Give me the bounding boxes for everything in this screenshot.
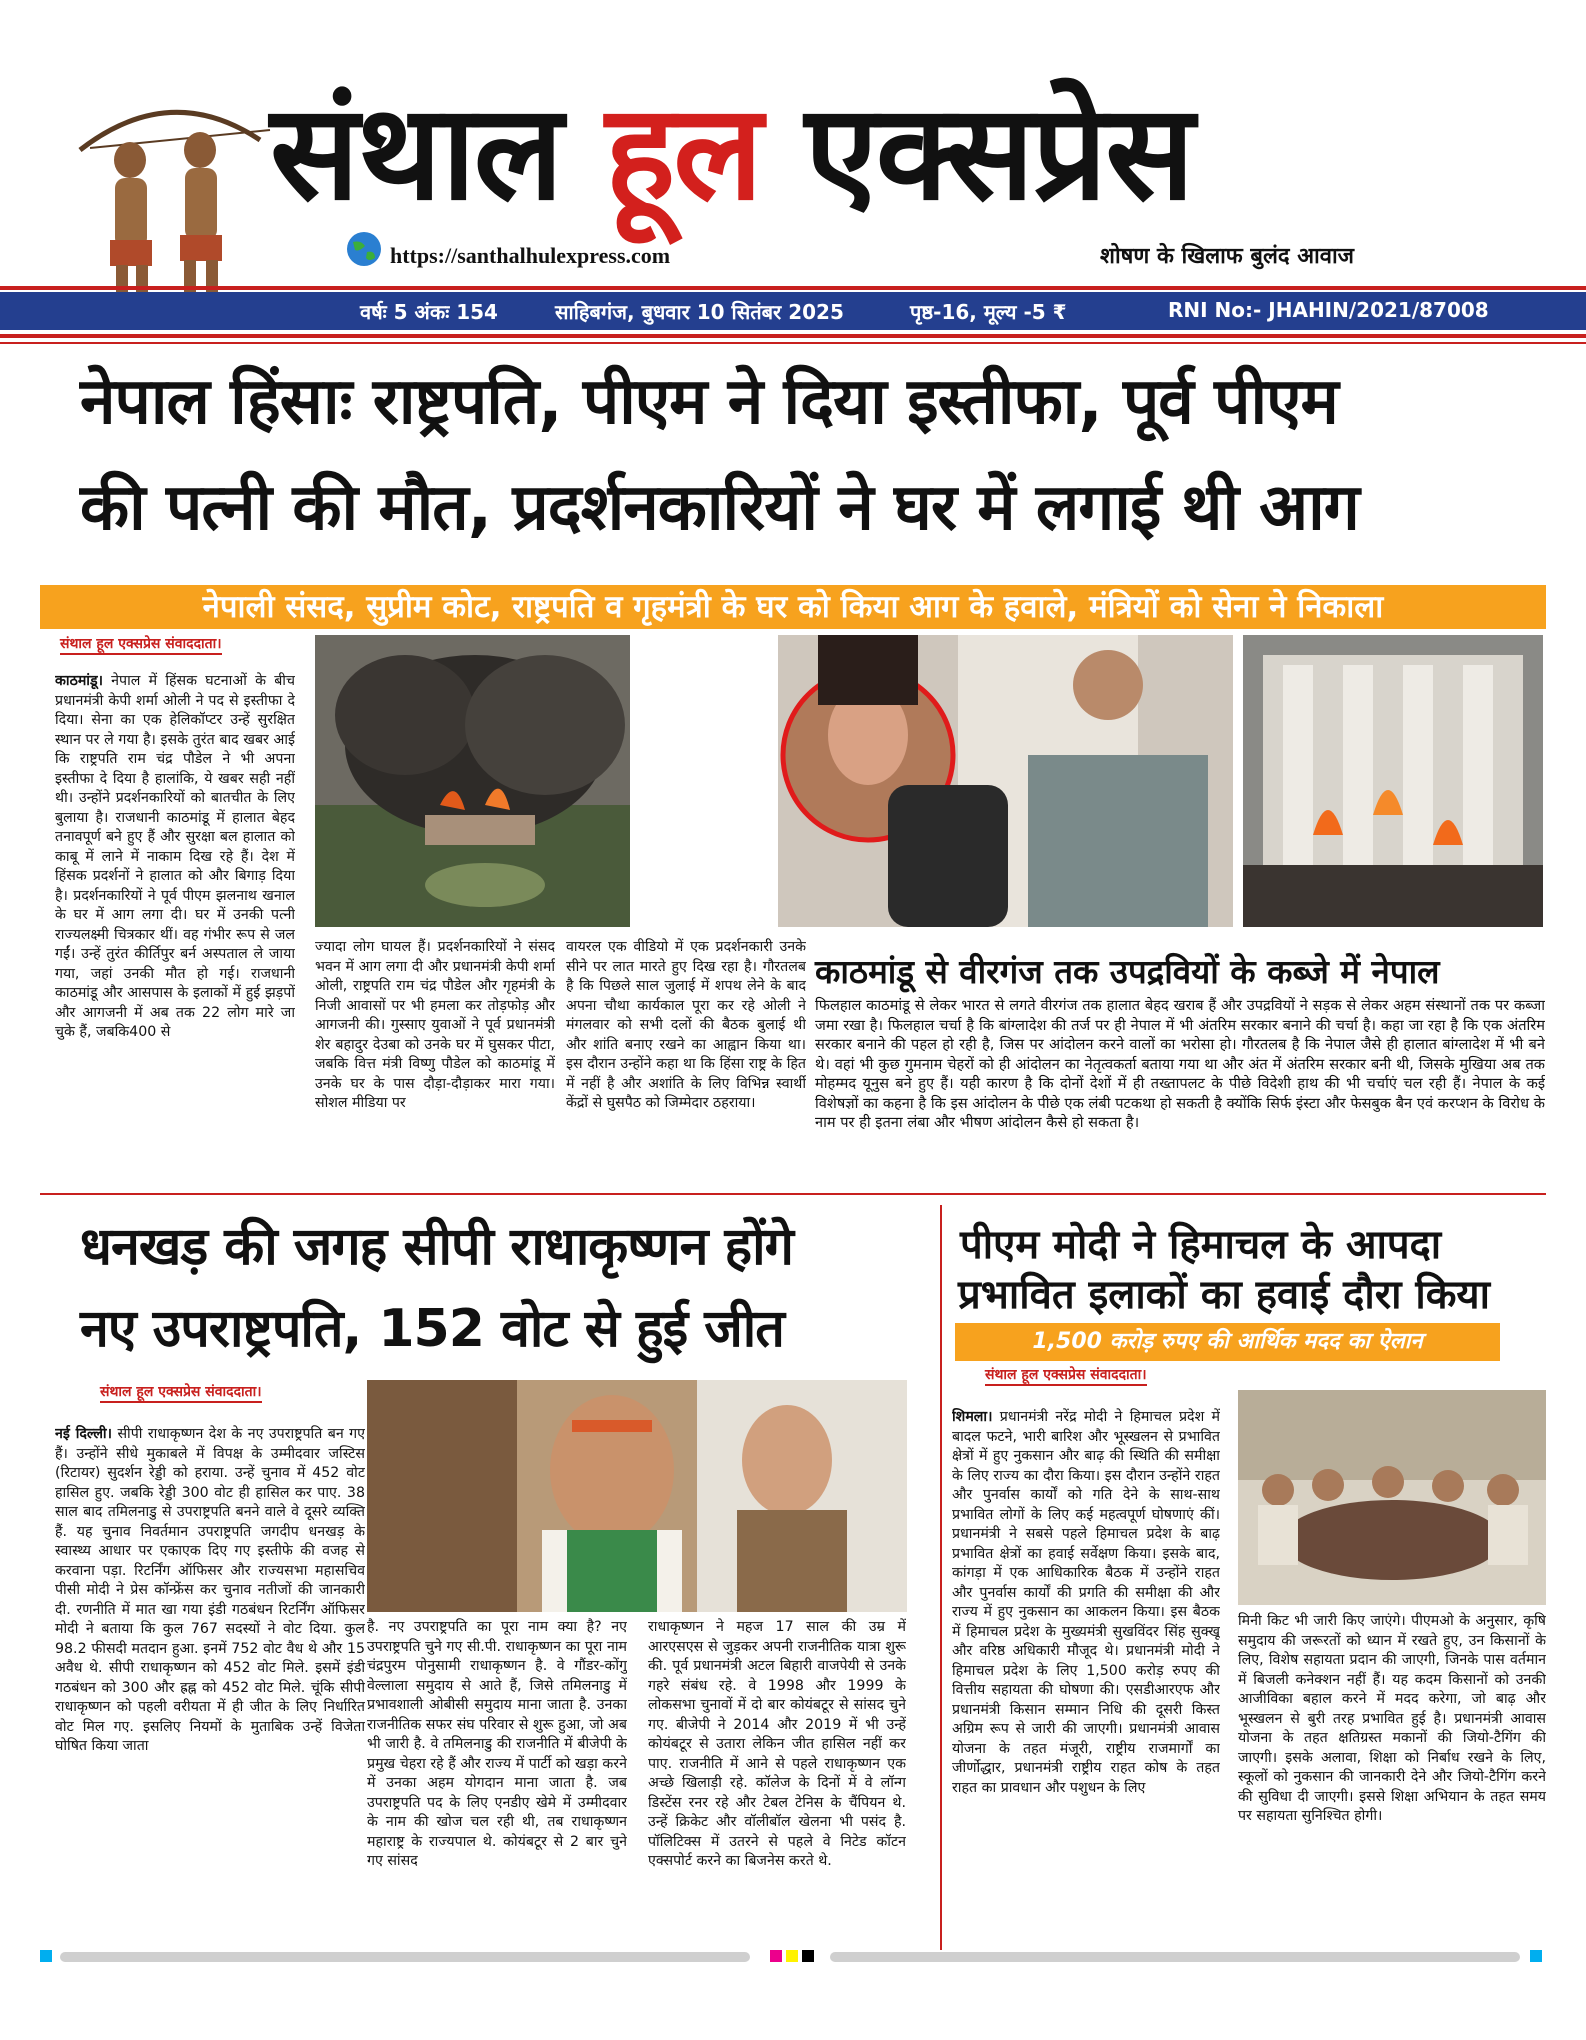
lead-col1-text: नेपाल में हिंसक घटनाओं के बीच प्रधानमंत्री केपी शर्मा ओली ने पद से इस्तीफा दे दिया। सेना का एक हेलिकॉप्टर उन्हें सुरक्षित स्थान पर ले गया है। इसके तुरंत बाद खबर आई कि राष्ट्रपति राम चंद्र पौडेल ने भी अपना इस्तीफा दे दिया है हालांकि, ये खबर सही नहीं थी। उन्होंने प्रदर्शनकारियों को बातचीत के लिए बुलाया है। राजधानी काठमांडू में हालात बेहद तनावपूर्ण बने हुए हैं और सुरक्षा बल हालात को काबू में लाने में नाकाम दिख रहे हैं। देश में हिंसक प्रदर्शनों ने हालात को और बिगाड़ दिया है। प्रदर्शनकारियों ने पूर्व पीएम झलनाथ खनाल के घर में आग लगा दी। घर में उनकी पत्नी राज्यलक्ष्मी चित्रकार थीं। वह गंभीर रूप से जल गईं। उन्हें तुरंत कीर्तिपुर बर्न अस्पताल ले जाया गया, जहां उनकी मौत हो गई। राजधानी काठमांडू और आसपास के इलाकों में हुई झड़पों और आगजनी में अब तक 22 लोग मारे जा चुके हैं, जबकि400 से — [55, 673, 295, 1040]
tagline: शोषण के खिलाफ बुलंद आवाज — [1100, 244, 1354, 269]
lead-headline-line2: की पत्नी की मौत, प्रदर्शनकारियों ने घर में लगाई थी आग — [80, 471, 1359, 545]
footer-bar-left — [60, 1952, 750, 1962]
pm-byline: संथाल हूल एक्सप्रेस संवाददाता। — [985, 1365, 1147, 1386]
masthead-title — [270, 75, 1193, 230]
top-red-rule — [0, 286, 1586, 290]
masthead-word-2: हूल — [605, 75, 761, 230]
cyan-mark — [40, 1950, 52, 1962]
sidebar-body: फिलहाल काठमांडू से लेकर भारत से लगते वीरगंज तक हालात बेहद खराब हैं और उपद्रवियों ने सड़क से लेकर अहम संस्थानों तक पर कब्जा जमा रखा है। फिलहाल चर्चा है कि बांग्लादेश की तर्ज पर ही नेपाल में भी अंतरिम सरकार बनाने की चर्चा है। कहा जा रहा है कि एक अंतरिम सरकार बनाने की पहल हो रही है, जिस पर आंदोलन करने वालों का भरोसा हो। गौरतलब है कि नेपाल जैसे ही हालात बांग्लादेश में भी बने थे। वहां भी कुछ गुमनाम चेहरों को ही आंदोलन का नेतृत्वकर्ता बताया गया था और अंत में अंतरिम सरकार बनी थी, जिसके मुखिया अब तक मोहम्मद यूनुस बने हुए हैं। यही कारण है कि दोनों देशों में ही तख्तापलट के पीछे विदेशी हाथ की भी चर्चाएं चल रही हैं। नेपाल के कई विशेषज्ञों का कहना है कि इस आंदोलन के पीछे एक लंबी पटकथा हो सकती है क्योंकि सिर्फ इंस्टा और फेसबुक बैन एवं करप्शन के विरोध के नाम पर ही इतना लंबा और भीषण आंदोलन कैसे हो सकता है। — [815, 997, 1545, 1131]
black-mark — [802, 1950, 814, 1962]
lead-column-2: ज्यादा लोग घायल हैं। प्रदर्शनकारियों ने संसद भवन में आग लगा दी और प्रधानमंत्री केपी शर्मा ओली, राष्ट्रपति राम चंद्र पौडेल और गृहमंत्री के निजी आवासों पर भी हमला कर तोड़फोड़ और आगजनी की। गुस्साए युवाओं ने पूर्व प्रधानमंत्री शेर बहादुर देउबा को उनके घर में घुसकर पीटा, जबकि वित्त मंत्री विष्णु पौडेल को काठमांडू में उनके घर के पास दौड़ा-दौड़ाकर मारा गया। सोशल मीडिया पर — [315, 939, 555, 1111]
vp-headline-line2: नए उपराष्ट्रपति, 152 वोट से हुई जीत — [80, 1299, 784, 1359]
volume-issue: वर्षः 5 अंकः 154 — [360, 300, 498, 324]
vp-dateline: नई दिल्ली। — [55, 1426, 112, 1442]
pm-headline-line1: पीएम मोदी ने हिमाचल के आपदा — [960, 1221, 1442, 1268]
lead-column-1 — [55, 672, 295, 1182]
cyan-mark-right — [1530, 1950, 1542, 1962]
lead-column-3: वायरल एक वीडियो में एक प्रदर्शनकारी उनके सीने पर लात मारते हुए दिख रहा है। गौरतलब है कि पिछले साल जुलाई में शपथ लेने के बाद अपना चौथा कार्यकाल पूरा कर रहे ओली ने मंगलवार को सभी दलों की बैठक बुलाई थी और शांति बनाए रखने का आह्वान किया था। इस दौरान उन्होंने कहा था कि हिंसा राष्ट्र के हित में नहीं है और अशांति के लिए विभिन्न स्वार्थी केंद्रों से घुसपैठ को जिम्मेदार ठहराया। — [566, 939, 806, 1111]
masthead-word-1: संथाल — [270, 75, 562, 230]
thin-red-rule — [0, 342, 1586, 344]
vp-column-3: राधाकृष्णन ने महज 17 साल की उम्र में आरएसएस से जुड़कर अपनी राजनीतिक यात्रा शुरू की. पूर्व प्रधानमंत्री अटल बिहारी वाजपेयी से उनके गहरे संबंध रहे. वे 1998 और 1999 के लोकसभा चुनावों में दो बार कोयंबटूर से सांसद चुने गए. बीजेपी ने 2014 और 2019 में भी उन्हें कोयंबटूर से उतारा लेकिन जीत हासिल नहीं कर पाए. राजनीति में आने से पहले राधाकृष्णन एक अच्छे खिलाड़ी रहे. कॉलेज के दिनों में वे लॉन्ग डिस्टेंस रनर रहे और टेबल टेनिस के चैंपियन थे. उन्हें क्रिकेट और वॉलीबॉल खेलना भी पसंद है. पॉलिटिक्स में उतरने से पहले वे निटेड कॉटन एक्सपोर्ट करने का बिजनेस करते थे. — [648, 1619, 906, 1869]
vp-column-2: है. नए उपराष्ट्रपति का पूरा नाम क्या है? नए उपराष्ट्रपति चुने गए सी.पी. राधाकृष्णन का पूरा नाम चंद्रपुरम पोनुसामी राधाकृष्णन है. वे गौंडर-कोंगु वेल्लाला समुदाय से आते हैं, जिसे तमिलनाडु में प्रभावशाली ओबीसी समुदाय माना जाता है. उनका राजनीतिक सफर संघ परिवार से शुरू हुआ, जो अब भी जारी है. वे तमिलनाडु की राजनीति में बीजेपी के प्रमुख चेहरा रहे हैं और राज्य में पार्टी को खड़ा करने में उनका अहम योगदान माना जाता है. जब उपराष्ट्रपति पद के लिए एनडीए खेमे में उम्मीदवार के नाम की खोज चल रही थी, तब राधाकृष्णन महाराष्ट्र के राज्यपाल थे. कोयंबटूर से 2 बार चुने गए सांसद — [367, 1619, 627, 1869]
radhakrishnan-photo — [367, 1380, 907, 1612]
lead-strap: नेपाली संसद, सुप्रीम कोट, राष्ट्रपति व गृहमंत्री के घर को किया आग के हवाले, मंत्रियों को सेना ने निकाला — [40, 585, 1546, 629]
pm-headline-line2: प्रभावित इलाकों का हवाई दौरा किया — [958, 1271, 1490, 1318]
globe-icon — [345, 230, 383, 268]
masthead-word-3: एक्सप्रेस — [804, 75, 1193, 230]
vp-byline: संथाल हूल एक्सप्रेस संवाददाता। — [100, 1382, 262, 1403]
magenta-mark — [770, 1950, 782, 1962]
vp-col1-text: सीपी राधाकृष्णन देश के नए उपराष्ट्रपति बन गए हैं। उन्होंने सीधे मुकाबले में विपक्ष के उम्मीदवार जस्टिस (रिटायर) सुदर्शन रेड्डी को हराया. उन्हें चुनाव में 452 वोट हासिल हुए. जबकि रेड्डी 300 वोट ही हासिल कर पाए. 38 साल बाद तमिलनाडु से उपराष्ट्रपति बनने वाले वे दूसरे व्यक्ति हैं. यह चुनाव निवर्तमान उपराष्ट्रपति जगदीप धनखड़ के स्वास्थ्य आधार पर एकाएक दिए गए इस्तीफे की वजह से करवाना पड़ा. रिटर्निंग ऑफिसर और राज्यसभा महासचिव पीसी मोदी ने प्रेस कॉन्फ्रेंस कर चुनाव नतीजों की जानकारी दी. रणनीति में मात खा गया इंडी गठबंधन रिटर्निंग ऑफिसर मोदी ने बताया कि कुल 767 सदस्यों ने वोट दिया. कुल 98.2 फीसदी मतदान हुआ. इनमें 752 वोट वैध थे और 15 अवैध थे. सीपी राधाकृष्णन को 452 वोट मिले. इसमें इंडी गठबंधन को 300 और ह्रह्न को 452 वोट मिले. चूंकि सीपी राधाकृष्णन को पहली वरीयता में ही जीत के लिए निर्धारित वोट मिल गए. इसलिए नियमों के मुताबिक उन्हें विजेता घोषित किया जाता — [55, 1426, 365, 1754]
protester-attack-photo — [778, 635, 1233, 927]
pm-strap: 1,500 करोड़ रुपए की आर्थिक मदद का ऐलान — [955, 1323, 1500, 1361]
parliament-fire-photo — [315, 635, 630, 927]
sidebar-headline: काठमांडू से वीरगंज तक उपद्रवियों के कब्जे में नेपाल — [815, 952, 1440, 991]
pm-dateline: शिमला। — [952, 1409, 993, 1425]
pm-col1-text: प्रधानमंत्री नरेंद्र मोदी ने हिमाचल प्रदेश में बादल फटने, भारी बारिश और भूस्खलन से प्रभावित क्षेत्रों में हुए नुकसान और बाढ़ की स्थिति की समीक्षा के लिए राज्य का दौरा किया। इस दौरान उन्होंने राहत और पुनर्वास कार्यों को गति देने के साथ-साथ प्रभावित लोगों के लिए कई महत्वपूर्ण घोषणाएं कीं। प्रधानमंत्री ने सबसे पहले हिमाचल प्रदेश के बाढ़ प्रभावित क्षेत्रों का हवाई सर्वेक्षण किया। इसके बाद, कांगड़ा में एक आधिकारिक बैठक में उन्होंने राहत और पुनर्वास कार्यों की प्रगति की समीक्षा की और राज्य में हुए नुकसान का आकलन किया। इस बैठक में हिमाचल प्रदेश के मुख्यमंत्री सुखविंदर सिंह सुक्खू और वरिष्ठ अधिकारी मौजूद थे। प्रधानमंत्री मोदी ने हिमाचल प्रदेश के लिए 1,500 करोड़ रुपए की वित्तीय सहायता की घोषणा की। एसडीआरएफ और प्रधानमंत्री किसान सम्मान निधि की दूसरी किस्त अग्रिम रूप से जारी की जाएगी। प्रधानमंत्री आवास योजना के तहत मंजूरी, राष्ट्रीय राजमार्गों का जीर्णोद्धार, प्रधानमंत्री राष्ट्रीय राहत कोष के तहत राहत का प्रावधान और पशुधन के लिए — [952, 1409, 1220, 1796]
footer-bar-right — [830, 1952, 1520, 1962]
section-divider — [40, 1193, 1546, 1195]
pages-price: पृष्ठ-16, मूल्य -5 ₹ — [910, 300, 1067, 324]
pm-column-1 — [952, 1408, 1220, 1943]
yellow-mark — [786, 1950, 798, 1962]
bottom-red-rule — [0, 334, 1586, 338]
vp-headline-line1: धनखड़ की जगह सीपी राधाकृष्णन होंगे — [80, 1217, 793, 1277]
lead-byline: संथाल हूल एक्सप्रेस संवाददाता। — [60, 634, 222, 655]
lead-headline-line1: नेपाल हिंसाः राष्ट्रपति, पीएम ने दिया इस्तीफा, पूर्व पीएम — [80, 365, 1338, 439]
website-link[interactable]: https://santhalhulexpress.com — [390, 243, 671, 268]
place-date: साहिबगंज, बुधवार 10 सितंबर 2025 — [555, 300, 844, 324]
pm-meeting-photo — [1238, 1390, 1546, 1605]
rni-number: RNI No:- JHAHIN/2021/87008 — [1168, 298, 1489, 322]
column-divider — [940, 1205, 942, 1950]
burning-building-photo — [1243, 635, 1543, 927]
lead-dateline: काठमांडू। — [55, 673, 103, 689]
pm-column-2: मिनी किट भी जारी किए जाएंगे। पीएमओ के अनुसार, कृषि समुदाय की जरूरतों को ध्यान में रखते हुए, उन किसानों के लिए, विशेष सहायता प्रदान की जाएगी, जिनके पास वर्तमान में बिजली कनेक्शन नहीं हैं। यह कदम किसानों को उनकी आजीविका बहाल करने में मदद करेगा, जो बाढ़ और भूस्खलन से बुरी तरह प्रभावित हुई है। प्रधानमंत्री आवास योजना के तहत क्षतिग्रस्त मकानों की जियो-टैगिंग की जाएगी। इसके अलावा, शिक्षा को निर्बाध रखने के लिए, स्कूलों को नुकसान की जानकारी देने और जियो-टैगिंग करने की सुविधा दी जाएगी। इससे शिक्षा अभियान के तहत समय पर सहायता सुनिश्चित होगी। — [1238, 1613, 1546, 1824]
vp-column-1 — [55, 1425, 365, 1945]
edition-info-bar — [0, 292, 1586, 330]
